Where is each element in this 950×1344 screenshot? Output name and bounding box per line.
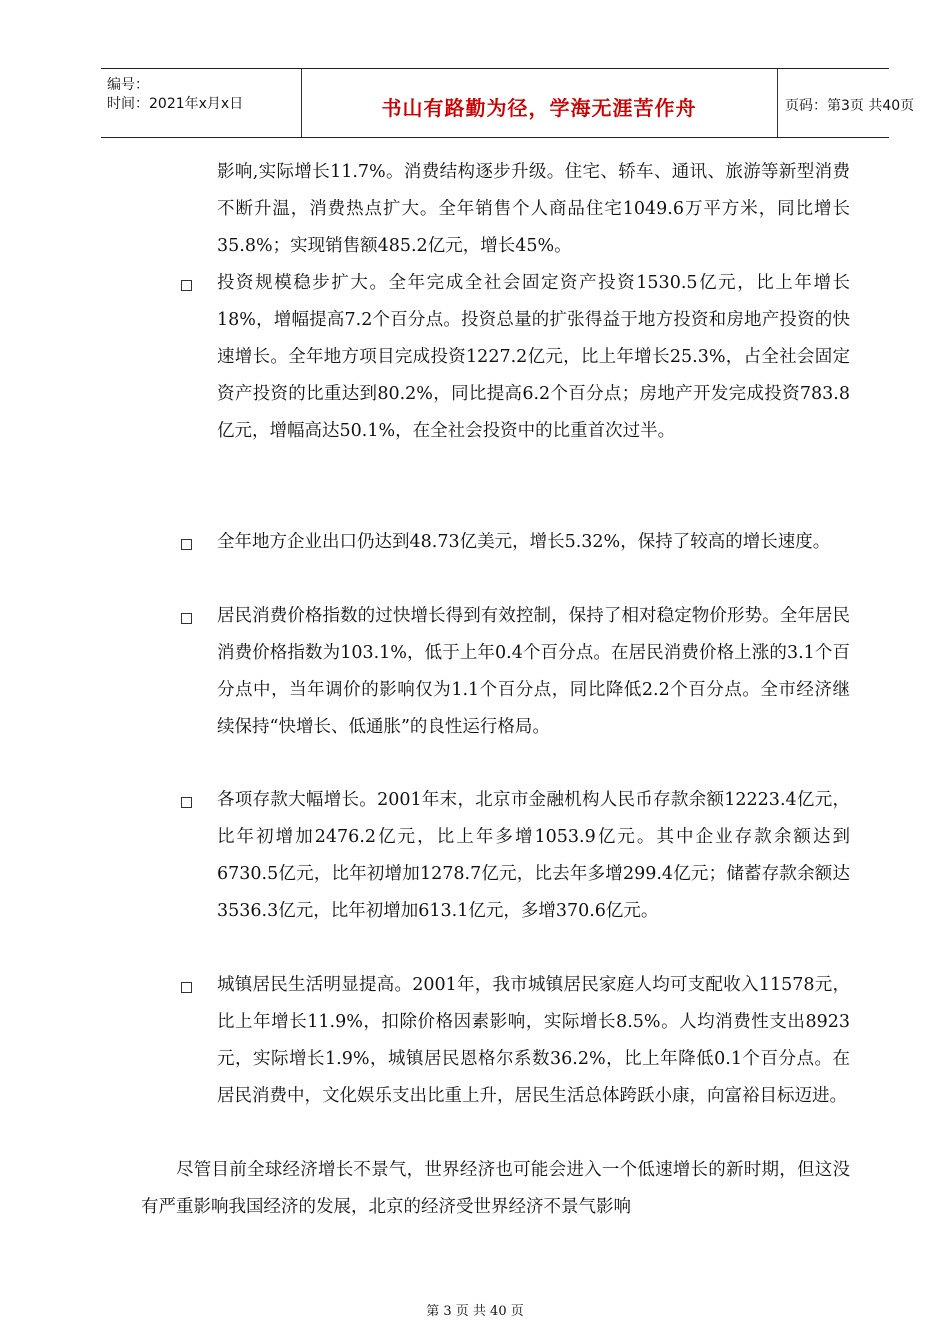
bullet-square-icon	[181, 539, 193, 551]
bullet-square-icon	[181, 982, 193, 994]
paragraph-cpi: 居民消费价格指数的过快增长得到有效控制，保持了相对稳定物价形势。全年居民消费价格指数为103.1%，低于上年0.4个百分点。在居民消费价格上涨的3.1个百分点中，当年调价的影响仅为1.1个百分点，同比降低2.2个百分点。全市经济继续保持“快增长、低通胀”的良性运行格局。	[217, 606, 850, 737]
document-number-label: 编号：	[107, 77, 149, 93]
bullet-square-icon	[181, 280, 193, 292]
page-footer: 第 3 页 共 40 页	[426, 1304, 524, 1319]
paragraph-closing: 尽管目前全球经济增长不景气，世界经济也可能会进入一个低速增长的新时期，但这没有严重影响我国经济的发展，北京的经济受世界经济不景气影响	[141, 1160, 850, 1217]
bullet-square-icon	[181, 797, 193, 809]
paragraph-deposits: 各项存款大幅增长。2001年末，北京市金融机构人民币存款余额12223.4亿元，比年初增加2476.2亿元，比上年多增1053.9亿元。其中企业存款余额达到6730.5亿元，比年初增加1278.7亿元，比去年多增299.4亿元；储蓄存款余额达3536.3亿元，比年初增加613.1亿元，多增370.6亿元。	[217, 790, 850, 921]
page-header	[101, 68, 915, 138]
motto-text: 书山有路勤为径，学海无涯苦作舟	[381, 96, 697, 120]
header-motto-cell	[301, 69, 778, 137]
header-page-code: 页码：第3页 共40页	[785, 98, 915, 114]
header-page-cell	[777, 69, 915, 137]
paragraph-investment: 投资规模稳步扩大。全年完成全社会固定资产投资1530.5亿元，比上年增长18%，增幅提高7.2个百分点。投资总量的扩张得益于地方投资和房地产投资的快速增长。全年地方项目完成投资1227.2亿元，比上年增长25.3%，占全社会固定资产投资的比重达到80.2%，同比提高6.2个百分点；房地产开发完成投资783.8亿元，增幅高达50.1%，在全社会投资中的比重首次过半。	[217, 273, 850, 441]
paragraph-living-standards: 城镇居民生活明显提高。2001年，我市城镇居民家庭人均可支配收入11578元，比上年增长11.9%，扣除价格因素影响，实际增长8.5%。人均消费性支出8923元，实际增长1.9%，城镇居民恩格尔系数36.2%，比上年降低0.1个百分点。在居民消费中，文化娱乐支出比重上升，居民生活总体跨跃小康，向富裕目标迈进。	[217, 975, 850, 1106]
paragraph-consumption: 影响,实际增长11.7%。消费结构逐步升级。住宅、轿车、通讯、旅游等新型消费不断升温，消费热点扩大。全年销售个人商品住宅1049.6万平方米，同比增长35.8%；实现销售额485.2亿元，增长45%。	[217, 162, 850, 256]
header-meta-cell	[101, 69, 302, 137]
document-date: 时间：2021年x月x日	[107, 96, 244, 112]
paragraph-exports: 全年地方企业出口仍达到48.73亿美元，增长5.32%，保持了较高的增长速度。	[217, 532, 831, 552]
bullet-square-icon	[181, 613, 193, 625]
